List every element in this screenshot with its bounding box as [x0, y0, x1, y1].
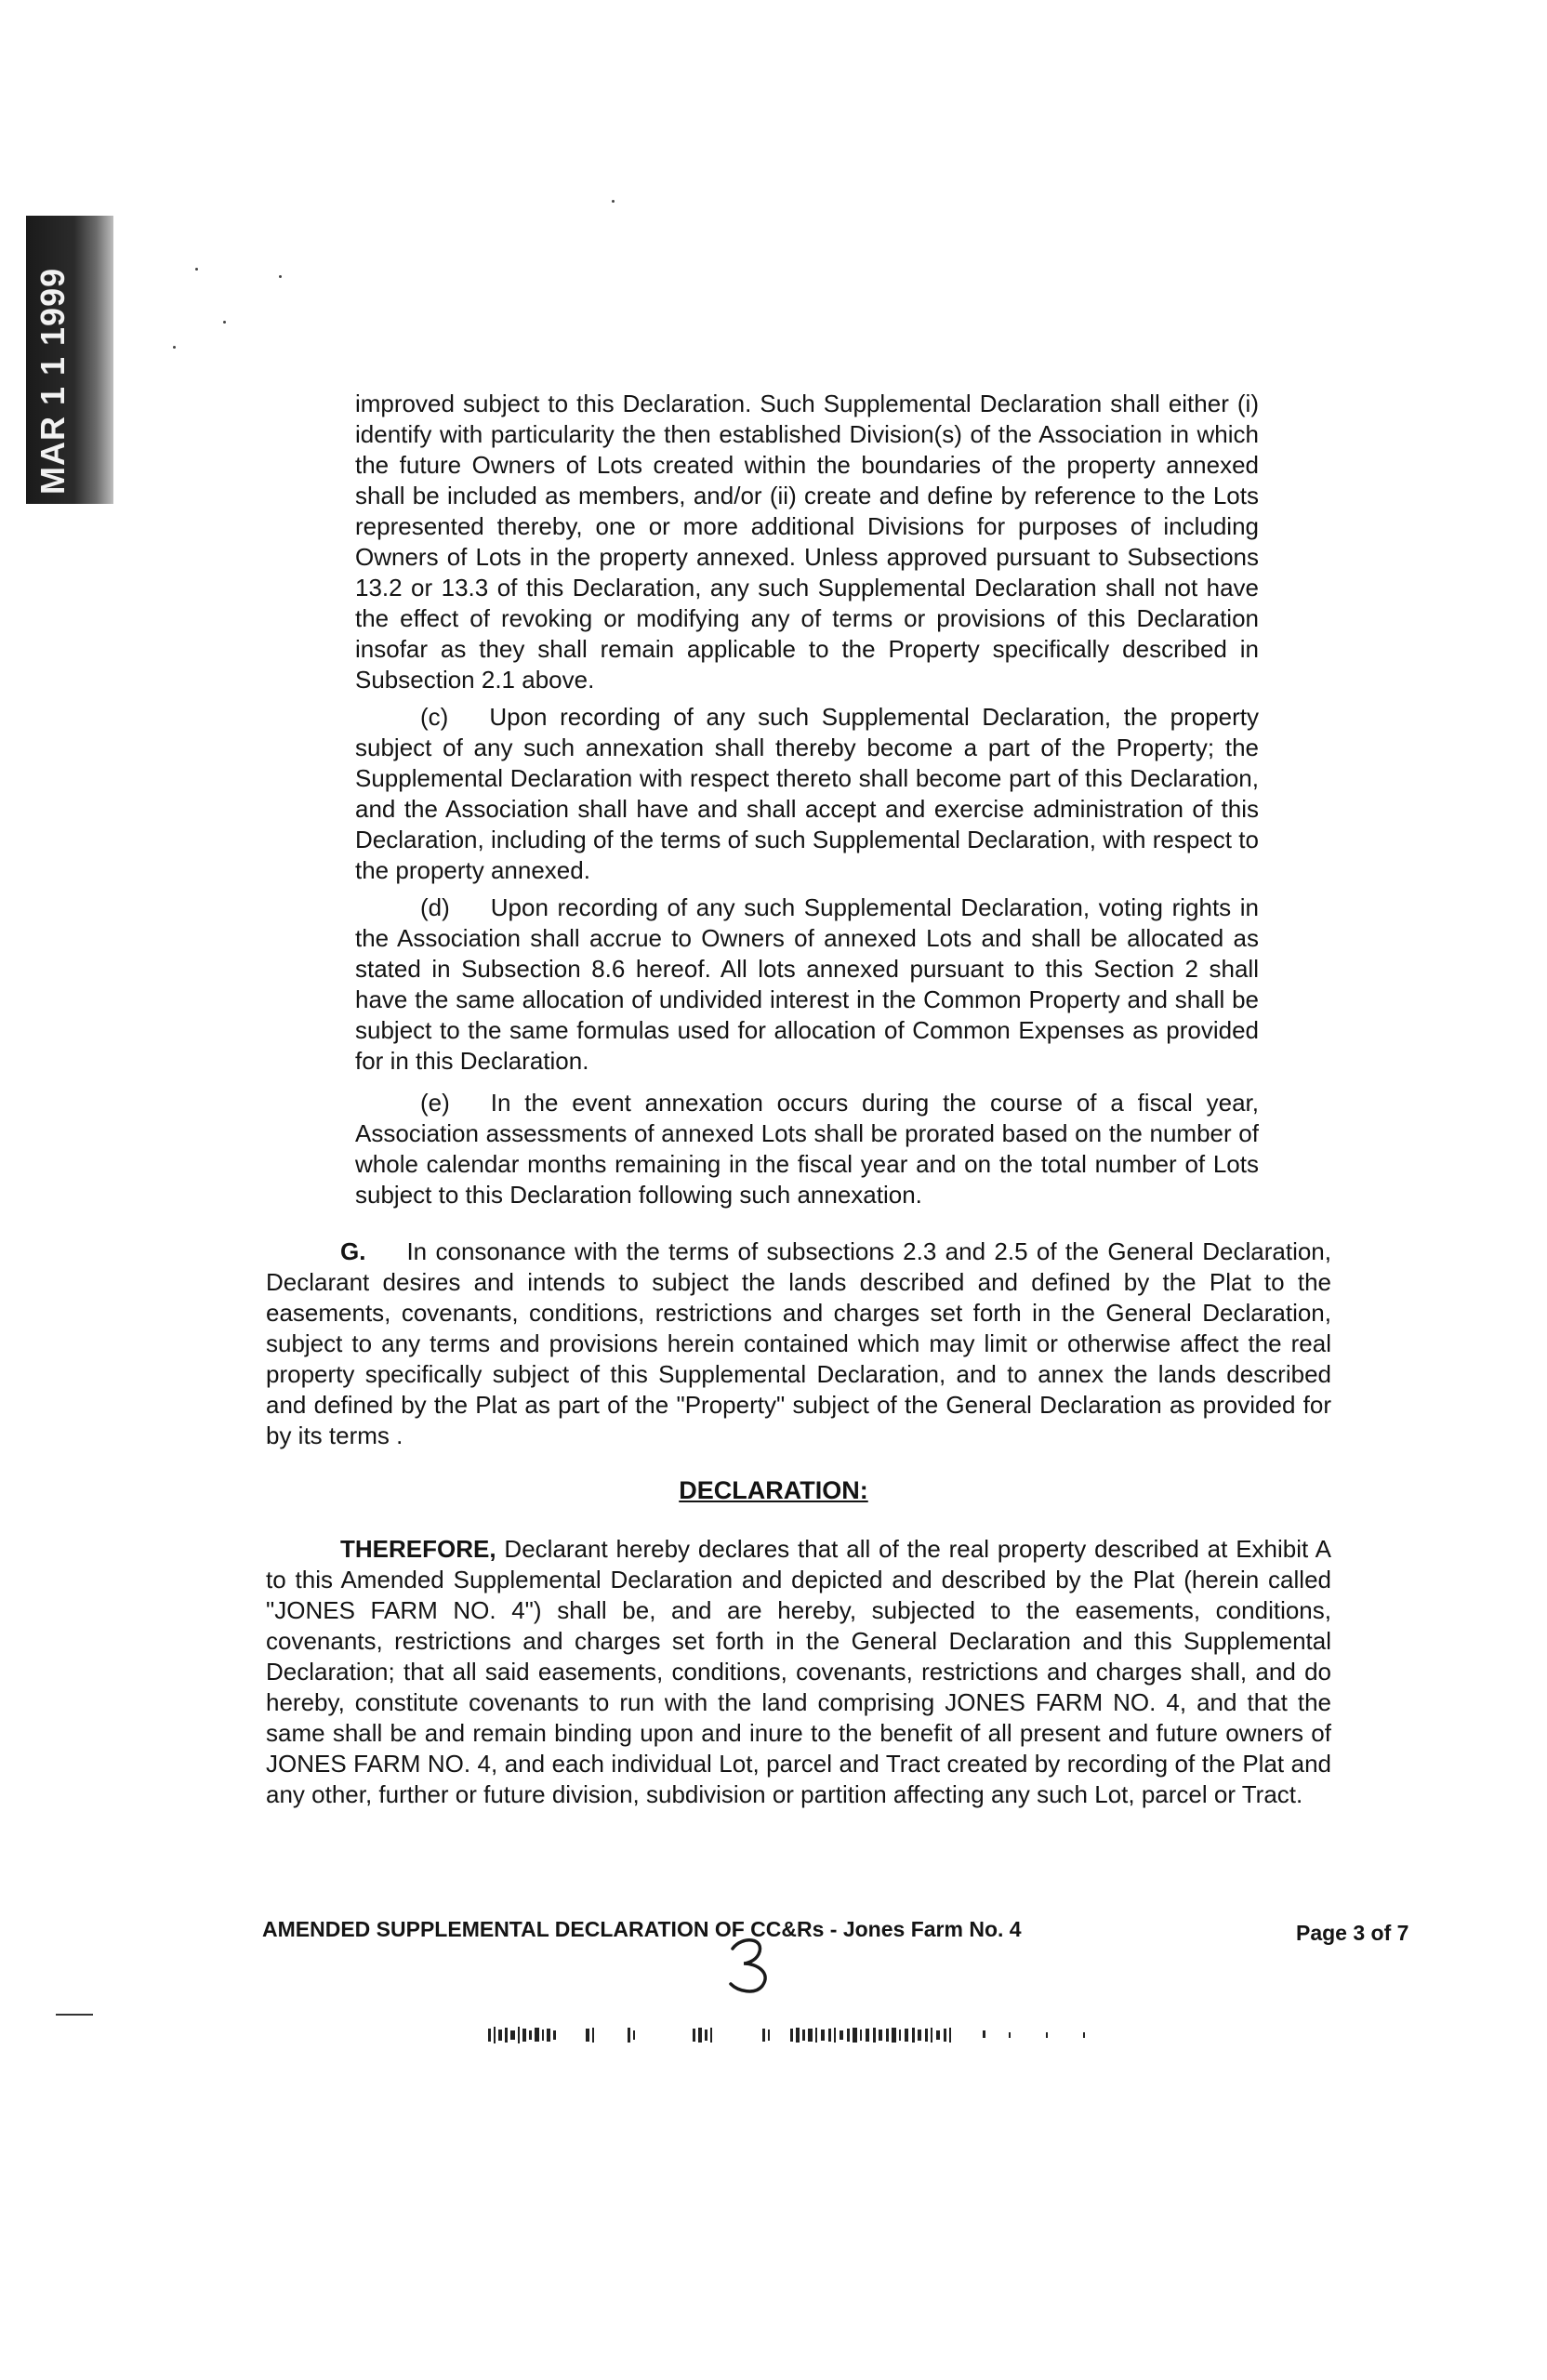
paragraph-text: Upon recording of any such Supplemental Declaration, the property subject of any such annexation shall thereby become a part of the Property; the Supplemental Declaration with respect thereto shall become part of this Declaration, and the Association shall have and shall accept and exercise administration of this Declaration, including of the terms of such Supplemental Declaration, with respect to the property annexed.	[355, 703, 1259, 884]
paragraph-text: In the event annexation occurs during the course of a fiscal year, Association assessments of annexed Lots shall be prorated based on the number of whole calendar months remaining in the fiscal year and on the total number of Lots subject to this Declaration following such annexation.	[355, 1089, 1259, 1209]
paragraph-text: Declarant hereby declares that all of the real property described at Exhibit A to this Amended Supplemental Declaration and depicted and described by the Plat (herein called "JONES FARM NO. 4") shall be, and are hereby, subjected to the easements, conditions, covenants, restrictions and charges set forth in the General Declaration and this Supplemental Declaration; that all said easements, conditions, covenants, restrictions and charges shall, and do hereby, constitute covenants to run with the land comprising JONES FARM NO. 4, and that the same shall be and remain binding upon and inure to the benefit of all present and future owners of JONES FARM NO. 4, and each individual Lot, parcel and Tract created by recording of the Plat and any other, further or future division, subdivision or partition affecting any such Lot, parcel or Tract.	[266, 1535, 1331, 1808]
stamp-date: MAR 1 1 1999	[33, 267, 72, 495]
paragraph-g	[266, 1236, 1331, 1451]
paragraph-text: In consonance with the terms of subsections 2.3 and 2.5 of the General Declaration, Declarant desires and intends to subject the lands described and defined by the Plat to the easements, covenants, conditions, restrictions and charges set forth in the General Declaration, subject to any terms and provisions herein contained which may limit or otherwise affect the real property specifically subject of this Supplemental Declaration, and to annex the lands described and defined by the Plat as part of the "Property" subject of the General Declaration as provided for by its terms .	[266, 1237, 1331, 1449]
paragraph-c	[355, 702, 1259, 886]
paragraph-d	[355, 892, 1259, 1077]
declaration-heading: DECLARATION:	[679, 1476, 868, 1504]
paragraph-text: improved subject to this Declaration. Such Supplemental Declaration shall either (i) identify with particularity the then established Division(s) of the Association in which the future Owners of Lots created within the boundaries of the property annexed shall be included as members, and/or (ii) create and define by reference to the Lots represented thereby, one or more additional Divisions for purposes of including Owners of Lots in the property annexed. Unless approved pursuant to Subsections 13.2 or 13.3 of this Declaration, any such Supplemental Declaration shall not have the effect of revoking or modifying any of terms or provisions of this Declaration insofar as they shall remain applicable to the Property specifically described in Subsection 2.1 above.	[355, 390, 1259, 694]
paragraph-label: (d)	[420, 893, 450, 921]
handwritten-page-mark	[725, 1932, 781, 1997]
paragraph-text: Upon recording of any such Supplemental Declaration, voting rights in the Association shall accrue to Owners of annexed Lots and shall be allocated as stated in Subsection 8.6 hereof. All lots annexed pursuant to this Section 2 shall have the same allocation of undivided interest in the Common Property and shall be subject to the same formulas used for allocation of Common Expenses as provided for in this Declaration.	[355, 893, 1259, 1075]
therefore-lead: THEREFORE,	[340, 1535, 496, 1563]
scan-artifact-strip	[488, 2025, 1102, 2047]
paragraph-annexation-continued	[355, 389, 1259, 695]
paragraph-therefore	[266, 1534, 1331, 1810]
paragraph-e	[355, 1088, 1259, 1210]
paragraph-label: (e)	[420, 1089, 450, 1117]
footer-page-number: Page 3 of 7	[1296, 1921, 1409, 1945]
scan-dash	[56, 2014, 93, 2016]
recording-stamp	[26, 216, 113, 504]
footer-document-title: AMENDED SUPPLEMENTAL DECLARATION OF CC&Rs - Jones Farm No. 4	[262, 1917, 1022, 1941]
paragraph-label: G.	[340, 1237, 366, 1265]
paragraph-label: (c)	[420, 703, 449, 731]
